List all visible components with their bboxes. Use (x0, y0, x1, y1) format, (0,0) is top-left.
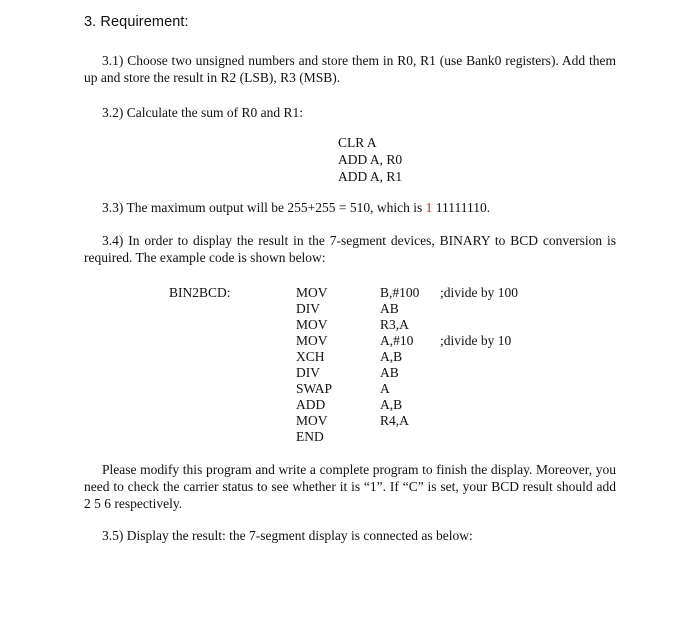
max-output-text: 3.3) The maximum output will be 255+255 = 510, which is (102, 200, 426, 215)
mnemonic: ADD (296, 397, 326, 412)
code-comment: ;divide by 10 (440, 333, 512, 348)
requirement-3-1: 3.1) Choose two unsigned numbers and store them in R0, R1 (use Bank0 registers). Add them up and store the result in R2 (LSB), R3 (MSB). (84, 53, 616, 85)
mnemonic: END (296, 429, 324, 444)
requirement-3-2: 3.2) Calculate the sum of R0 and R1: (102, 105, 303, 120)
operand: AB (380, 365, 399, 380)
operand: A,B (380, 349, 403, 364)
code-label: BIN2BCD: (169, 285, 231, 300)
requirement-3-4: 3.4) In order to display the result in the 7-segment devices, BINARY to BCD conversion is required. The example code is shown below: (84, 233, 616, 265)
operand: A,B (380, 397, 403, 412)
operand: A,#10 (380, 333, 414, 348)
section-heading: 3. Requirement: (84, 14, 189, 30)
mnemonic: MOV (296, 333, 328, 348)
mnemonic: DIV (296, 365, 320, 380)
operand: AB (380, 301, 399, 316)
mnemonic: XCH (296, 349, 325, 364)
code-comment: ;divide by 100 (440, 285, 518, 300)
carry-bit-highlight: 1 (425, 200, 433, 215)
code-line: ADD A, R1 (338, 169, 403, 184)
operand: R3,A (380, 317, 409, 332)
code-line: CLR A (338, 135, 377, 150)
operand: R4,A (380, 413, 409, 428)
requirement-3-5: 3.5) Display the result: the 7-segment display is connected as below: (102, 528, 473, 543)
requirement-3-3 (84, 199, 616, 216)
mnemonic: MOV (296, 285, 328, 300)
mnemonic: MOV (296, 413, 328, 428)
mnemonic: DIV (296, 301, 320, 316)
operand: B,#100 (380, 285, 420, 300)
mnemonic: SWAP (296, 381, 333, 396)
code-line: ADD A, R0 (338, 152, 403, 167)
modify-instructions: Please modify this program and write a complete program to finish the display. Moreover, you need to check the carrier status to see whether it is “1”. If “C” is set, your BCD result should add 2 5 6 respectively. (84, 462, 616, 511)
mnemonic: MOV (296, 317, 328, 332)
operand: A (380, 381, 390, 396)
binary-value: 11111110. (432, 200, 491, 215)
